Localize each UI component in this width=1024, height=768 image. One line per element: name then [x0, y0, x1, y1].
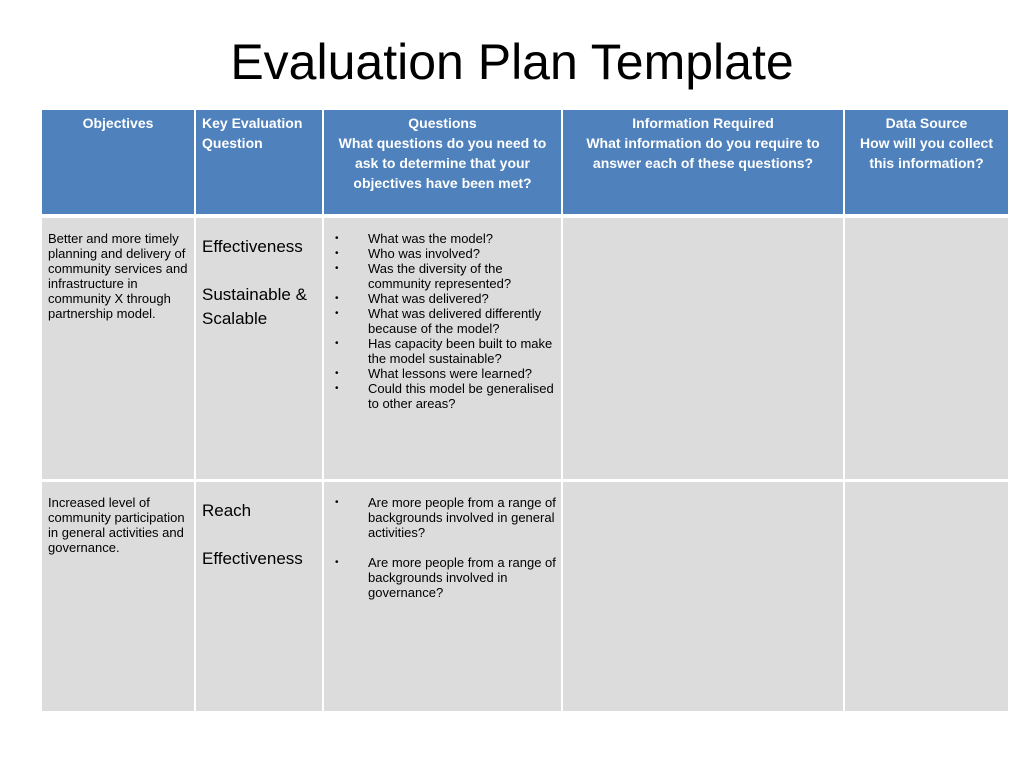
objective-text: Better and more timely planning and delivery of community services and infrastructure in community X through partnership model.: [48, 231, 188, 321]
objective-cell: [42, 482, 196, 711]
header-objectives-label: Objectives: [82, 115, 154, 131]
table-row: [42, 482, 1008, 711]
list-item: [324, 381, 557, 411]
data-source-cell: [845, 482, 1008, 711]
objective-cell: [42, 217, 196, 482]
questions-list: [324, 482, 561, 600]
objective-text: Increased level of community participation in general activities and governance.: [48, 495, 185, 555]
header-questions: [324, 110, 563, 217]
information-required-text: [563, 482, 843, 495]
list-item: [324, 306, 557, 336]
bullet-icon: •: [335, 557, 339, 568]
list-item: [324, 231, 557, 246]
bullet-icon: •: [335, 293, 339, 304]
header-data-source-description: How will you collect this information?: [859, 135, 994, 171]
question-text: What was the model?: [368, 231, 494, 246]
key-question-item: Effectiveness: [202, 237, 303, 256]
question-text: What lessons were learned?: [368, 366, 533, 381]
list-item: [324, 336, 557, 366]
key-evaluation-cell: [196, 482, 324, 711]
evaluation-plan-table: [42, 110, 1008, 711]
header-information-required-description: What information do you require to answer each of these questions?: [586, 135, 820, 171]
key-question-item: Sustainable & Scalable: [202, 285, 307, 328]
bullet-icon: •: [335, 368, 339, 379]
header-questions-description: What questions do you need to ask to determine that your objectives have been met?: [338, 135, 547, 191]
key-question-item: Reach: [202, 501, 252, 520]
questions-cell: [324, 482, 563, 711]
question-text: Who was involved?: [368, 246, 480, 261]
header-key-evaluation-label: Key Evaluation: [202, 115, 303, 131]
information-required-text: [563, 218, 843, 231]
bullet-icon: •: [335, 263, 339, 274]
question-text: Was the diversity of the community represented?: [368, 261, 512, 291]
bullet-icon: •: [335, 308, 339, 319]
bullet-icon: •: [335, 233, 339, 244]
header-information-required-label: Information Required: [632, 115, 774, 131]
data-source-text: [845, 482, 1008, 495]
question-text: Has capacity been built to make the model sustainable?: [368, 336, 553, 366]
question-text: What was delivered?: [368, 291, 489, 306]
bullet-icon: •: [335, 383, 339, 394]
data-source-text: [845, 218, 1008, 231]
header-questions-label: Questions: [408, 115, 477, 131]
header-objectives: [42, 110, 196, 217]
question-text: What was delivered differently because of the model?: [368, 306, 542, 336]
table-row: [42, 217, 1008, 482]
information-required-cell: [563, 217, 845, 482]
list-item: [324, 261, 557, 291]
list-item: [324, 555, 557, 600]
list-item: [324, 291, 557, 306]
list-item: [324, 246, 557, 261]
list-item: [324, 495, 557, 540]
information-required-cell: [563, 482, 845, 711]
header-row: [42, 110, 1008, 217]
key-evaluation-cell: [196, 217, 324, 482]
question-text: Could this model be generalised to other areas?: [368, 381, 554, 411]
bullet-icon: •: [335, 497, 339, 508]
key-question-item: Effectiveness: [202, 549, 303, 568]
questions-cell: [324, 217, 563, 482]
header-information-required: [563, 110, 845, 217]
header-data-source-label: Data Source: [885, 115, 968, 131]
header-key-evaluation-label-2: Question: [202, 135, 263, 151]
question-text: Are more people from a range of backgrounds involved in governance?: [368, 555, 556, 600]
list-item: [324, 366, 557, 381]
data-source-cell: [845, 217, 1008, 482]
questions-list: [324, 218, 561, 411]
header-data-source: [845, 110, 1008, 217]
question-text: Are more people from a range of backgrounds involved in general activities?: [368, 495, 556, 540]
bullet-icon: •: [335, 248, 339, 259]
page-title: Evaluation Plan Template: [230, 34, 794, 90]
bullet-icon: •: [335, 338, 339, 349]
header-key-evaluation-question: [196, 110, 324, 217]
